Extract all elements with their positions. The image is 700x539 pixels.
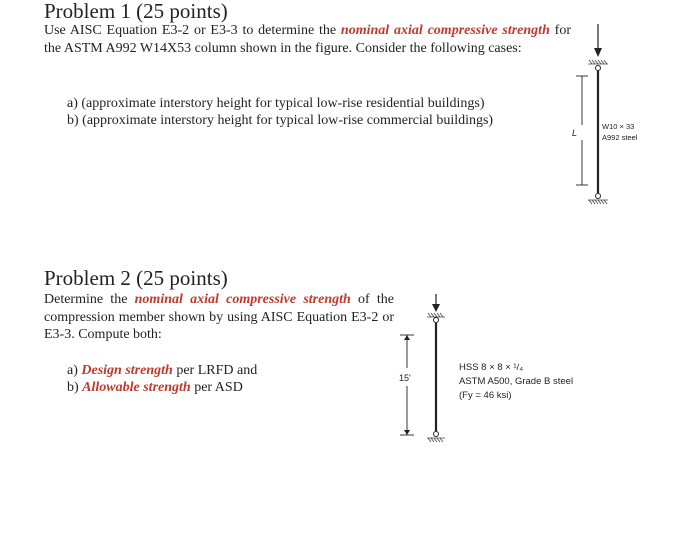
top-pin-2	[434, 318, 439, 323]
length-dimension	[576, 76, 588, 185]
problem2-intro-start: Determine the	[44, 292, 135, 307]
hss-material-label: ASTM A500, Grade B steel	[459, 376, 574, 387]
problem1-intro	[44, 22, 571, 57]
bottom-pin	[596, 194, 601, 199]
material-label: A992 steel	[602, 133, 638, 142]
problem2-column-figure	[390, 290, 620, 450]
top-support-hatch	[588, 60, 608, 64]
top-pin	[596, 66, 601, 71]
problem2-case-b-emphasis: Allowable strength	[82, 380, 191, 395]
dimension-arrow-top	[404, 335, 410, 340]
bottom-support-hatch-2	[427, 438, 445, 442]
problem1-intro-emphasis: nominal axial compressive strength	[340, 23, 550, 38]
problem2-case-a-emphasis: Design strength	[81, 363, 173, 378]
length-label-2: 15'	[399, 373, 411, 383]
load-arrow-head-2	[432, 304, 440, 312]
problem1-column-figure	[570, 20, 660, 210]
problem2-intro-end: of the compression member shown by using AISC Equation E3-2 or E3-3. Compute both:	[44, 292, 394, 342]
problem2-case-b-prefix: b)	[67, 380, 83, 395]
top-support-hatch-2	[427, 313, 445, 317]
problem2-case-a	[67, 362, 257, 379]
problem2-intro-emphasis: nominal axial compressive strength	[134, 292, 351, 307]
problem1-case-a: a) (approximate interstory height for typical low-rise residential buildings)	[67, 96, 485, 111]
problem2-case-a-prefix: a)	[67, 363, 82, 378]
problem2-case-a-suffix: per LRFD and	[172, 363, 258, 378]
problem2-intro	[44, 291, 394, 344]
length-label: L	[572, 128, 578, 138]
bottom-pin-2	[434, 432, 439, 437]
problem1-intro-end: for the ASTM A992 W14X53 column shown in the figure. Consider the following cases:	[44, 23, 572, 56]
bottom-support-hatch	[588, 200, 608, 204]
problem2-case-b-suffix: per ASD	[190, 380, 243, 395]
dimension-arrow-bottom	[404, 430, 410, 435]
problem1-title: Problem 1 (25 points)	[44, 0, 228, 23]
hss-section-label: HSS 8 × 8 × ¹/₄	[459, 362, 524, 373]
section-label: W10 × 33	[602, 122, 635, 131]
hss-fy-label: (Fy = 46 ksi)	[459, 390, 512, 401]
load-arrow-head	[594, 48, 602, 57]
problem2-title: Problem 2 (25 points)	[44, 266, 228, 290]
problem1-case-b: b) (approximate interstory height for typical low-rise commercial buildings)	[67, 113, 494, 128]
problem1-intro-start: Use AISC Equation E3-2 or E3-3 to determine the	[44, 23, 341, 38]
length-dimension-2	[400, 335, 414, 435]
problem2-case-b	[67, 379, 243, 396]
